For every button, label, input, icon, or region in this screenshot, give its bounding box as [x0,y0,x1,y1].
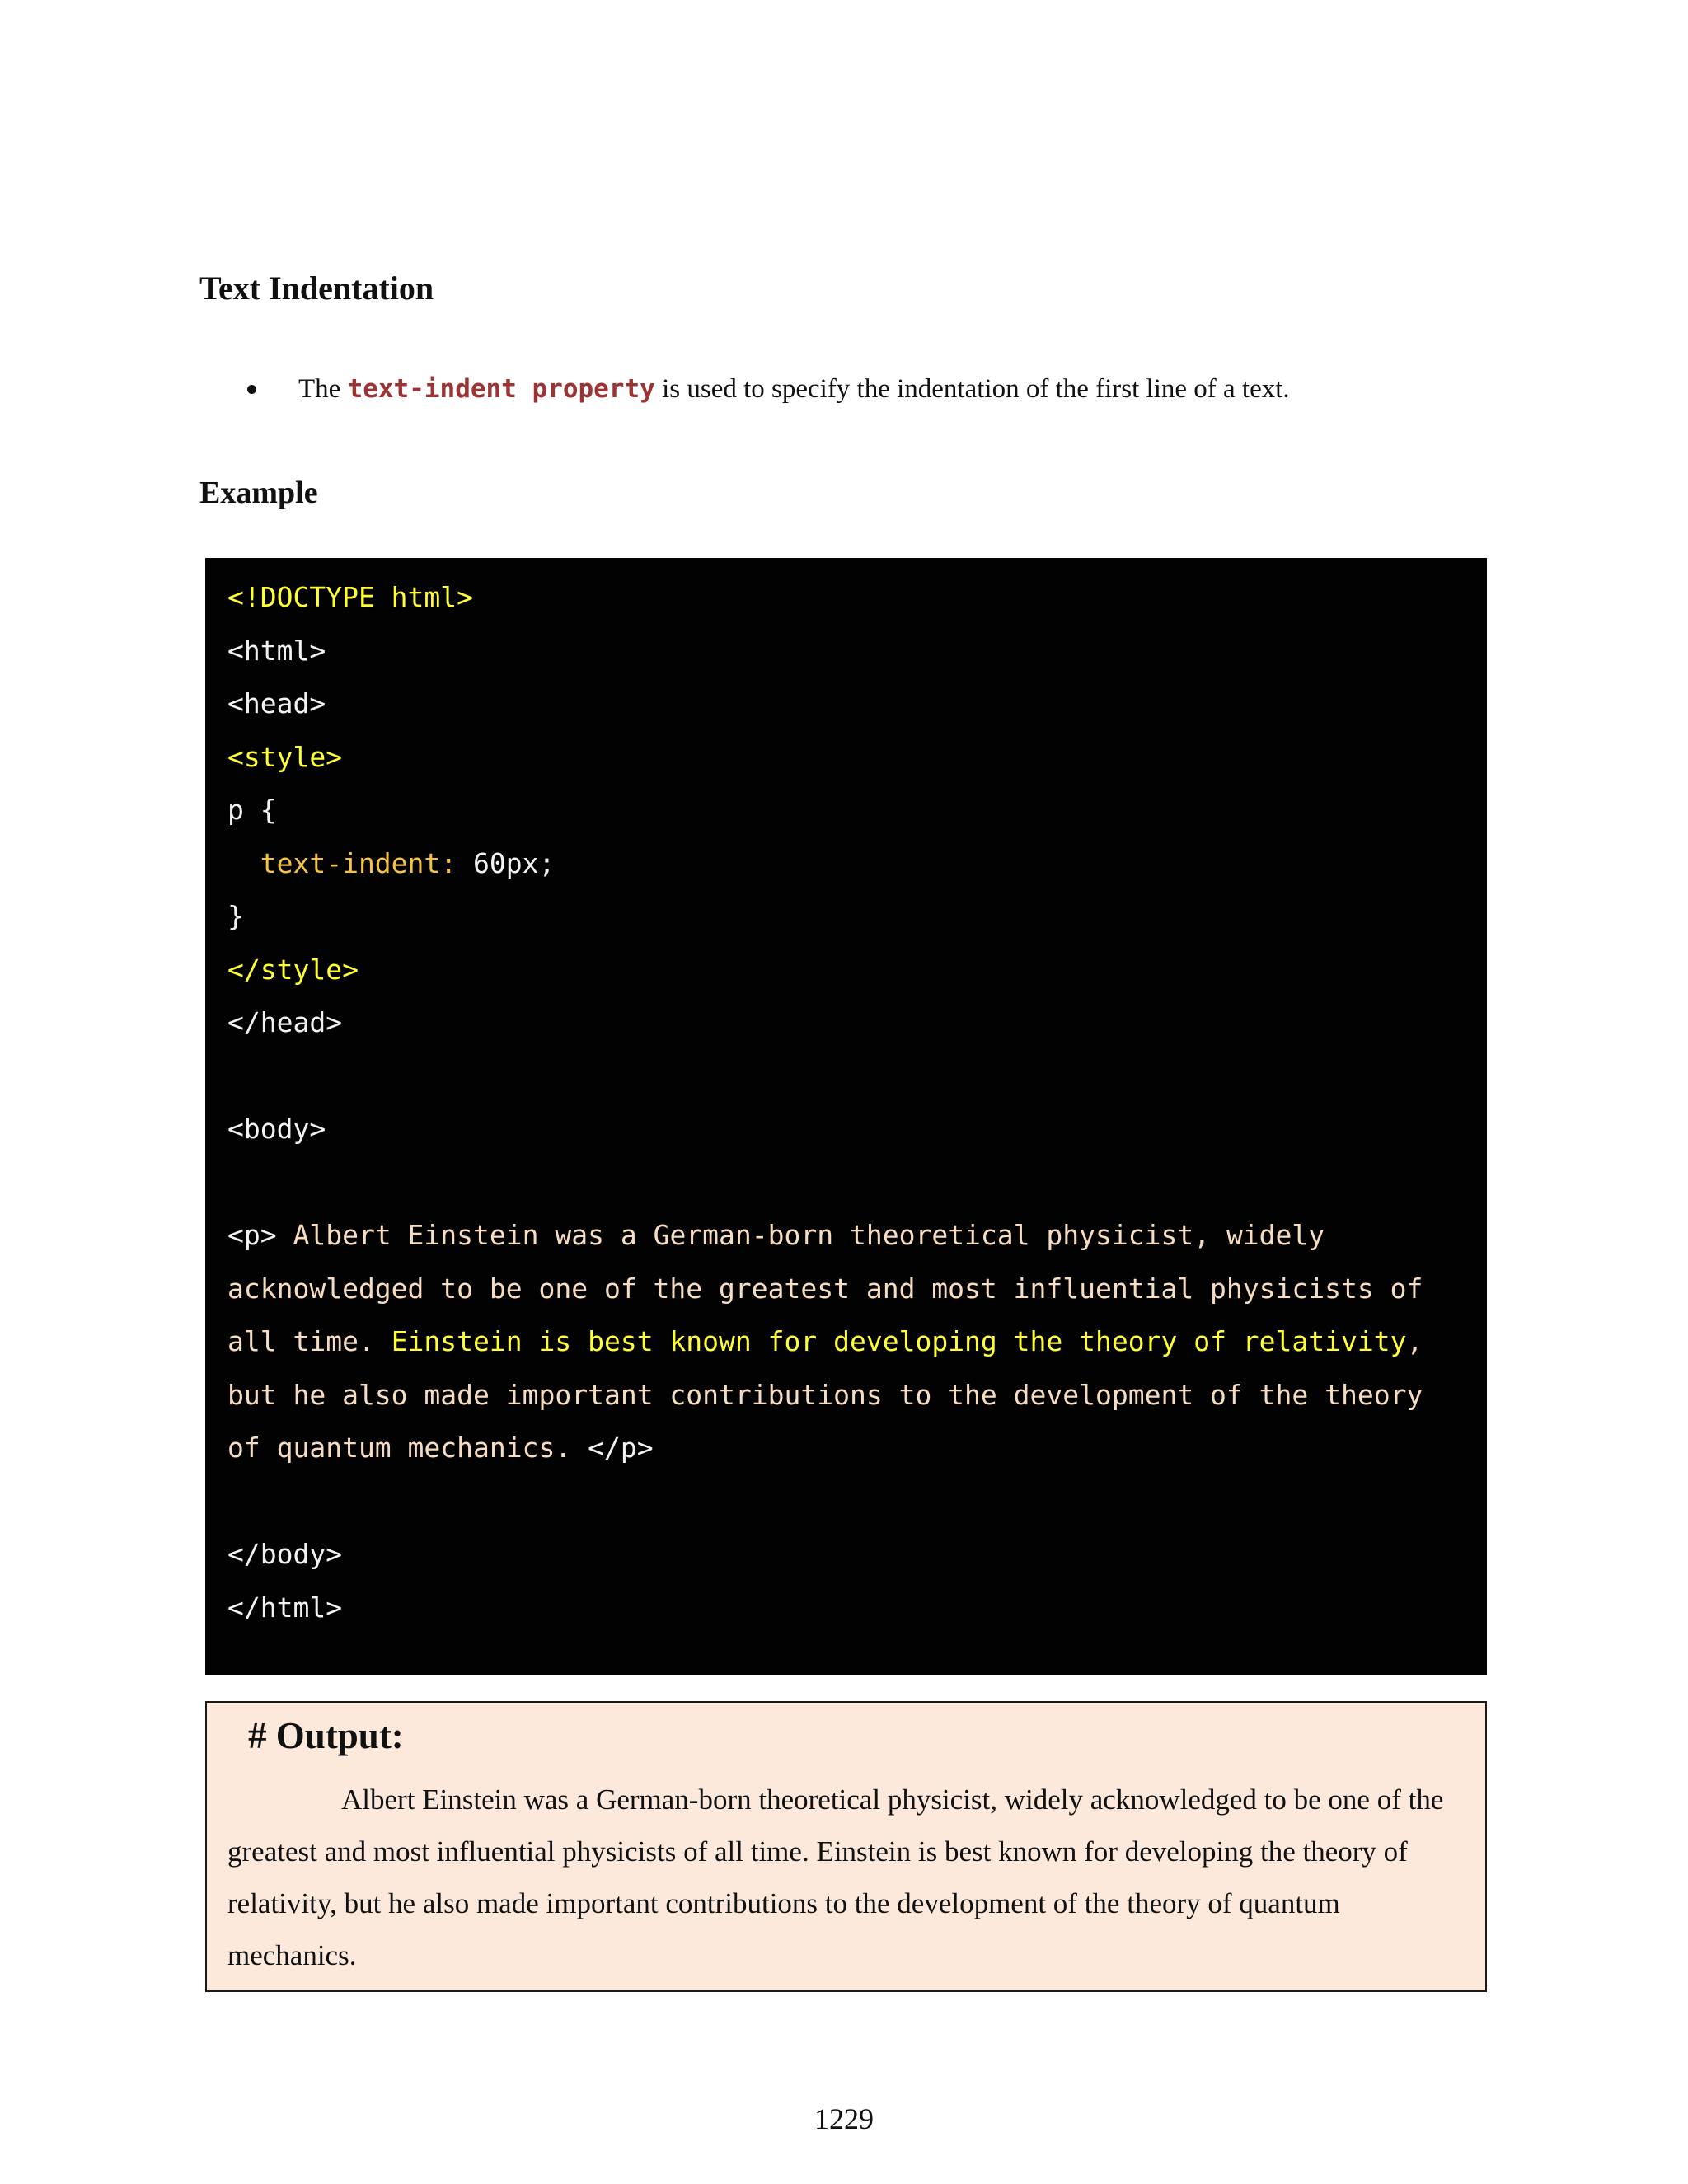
code-line [227,625,1487,678]
code-token: </head> [227,1006,343,1038]
code-token: all time. [227,1325,392,1357]
code-line [227,1156,1487,1210]
code-token: 60px; [473,846,556,879]
code-token: <!DOCTYPE html> [227,581,474,613]
code-token: </html> [227,1591,343,1624]
bullet-suffix: is used to specify the indentation of the first line of a text. [654,374,1290,404]
code-token: of quantum mechanics. [227,1432,588,1464]
output-text: Albert Einstein was a German-born theoretical physicist, widely acknowledged to be one of the greatest and most influential physicists of all time. Einstein is best known for developing the theory of relativity, but he also made important contributions to the development of the theory of quantum mechanics. [227,1783,1444,1971]
code-line [227,1528,1487,1582]
code-line [227,837,1487,891]
code-token: p { [227,794,277,826]
code-line [227,784,1487,837]
code-token: Albert Einstein was a German-born theoretical physicist, widely [293,1219,1325,1251]
code-line [227,1050,1487,1104]
code-line [227,1263,1487,1316]
bullet-text [298,369,1290,409]
code-token: Einstein is best known for developing the theory of relativity [391,1325,1407,1357]
example-title: Example [199,476,318,510]
code-line [227,1582,1487,1635]
code-token: <p> [227,1219,293,1251]
code-line [227,1315,1487,1369]
code-token: <html> [227,634,326,667]
code-block [205,558,1487,1675]
code-token: </body> [227,1538,343,1570]
code-token: but he also made important contributions to the development of the theory [227,1378,1423,1411]
output-box [205,1701,1487,1992]
code-line [227,944,1487,997]
code-token: text-indent: [227,846,474,879]
code-line [227,1209,1487,1263]
output-title: # Output: [248,1715,404,1756]
section-title: Text Indentation [199,269,434,307]
bullet-prefix: The [298,374,348,404]
code-token: acknowledged to be one of the greatest and most influential physicists of [227,1272,1423,1305]
code-line [227,1475,1487,1529]
code-line [227,1369,1487,1422]
code-token: </style> [227,953,359,986]
code-token: <body> [227,1113,326,1145]
code-token: </p> [588,1432,654,1464]
code-line [227,996,1487,1050]
code-line [227,1422,1487,1475]
code-line [227,731,1487,785]
code-line [227,890,1487,944]
code-token: <style> [227,740,343,773]
code-token: } [227,900,244,932]
code-line [227,571,1487,625]
code-line [227,1103,1487,1156]
code-token: , [1406,1325,1423,1357]
code-token: <head> [227,687,326,719]
code-line [227,677,1487,731]
bullet-dot-icon [247,385,256,394]
page-number: 1229 [814,2102,874,2135]
inline-code: text-indent property [347,374,655,404]
